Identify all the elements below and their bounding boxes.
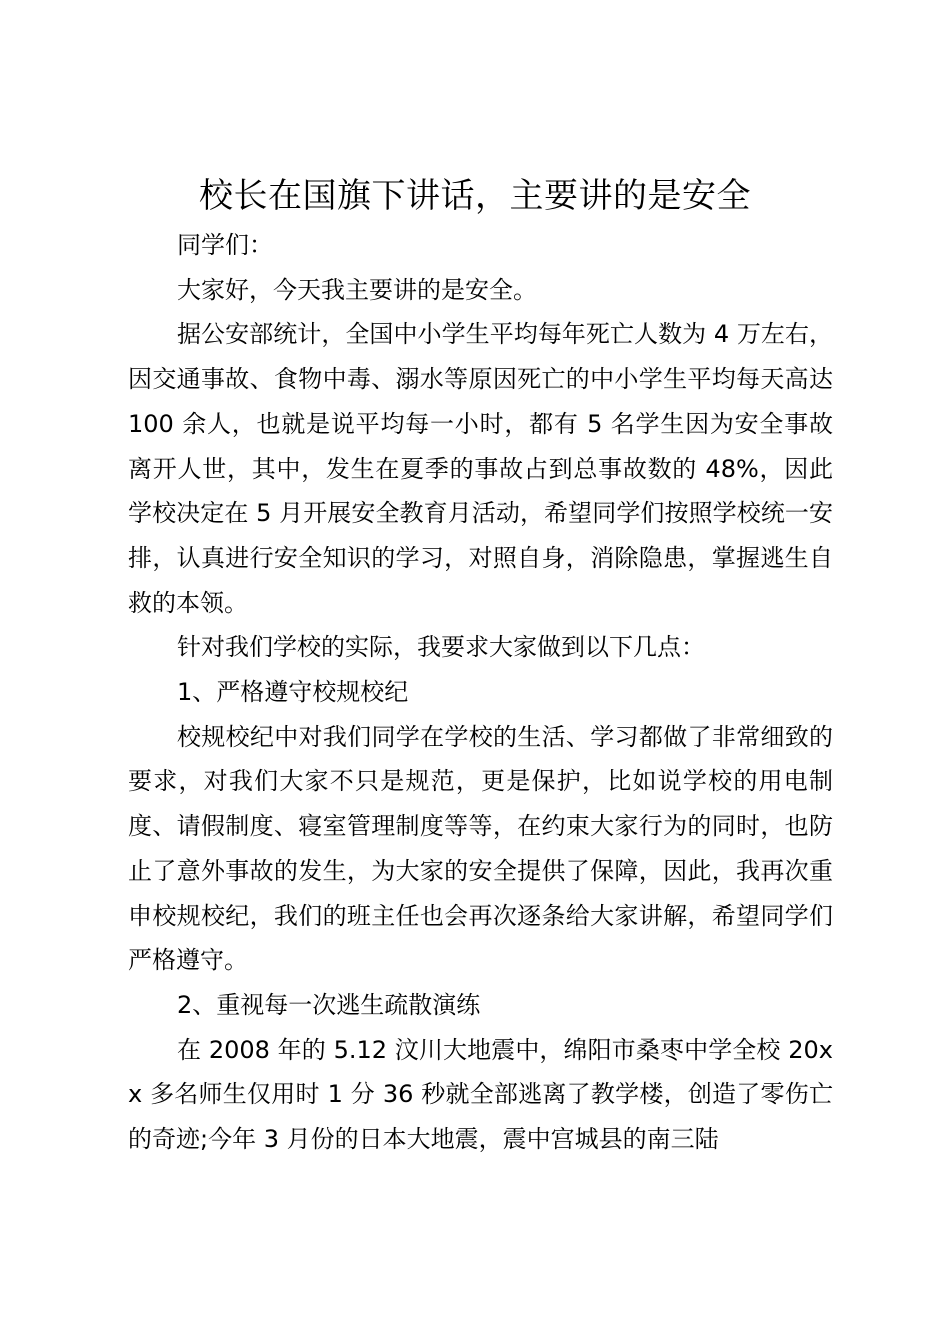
requirements-intro: 针对我们学校的实际，我要求大家做到以下几点： <box>177 633 705 662</box>
section-heading-1: 1、严格遵守校规校纪 <box>177 678 409 707</box>
document-title: 校长在国旗下讲话，主要讲的是安全 <box>199 176 751 216</box>
section-heading-2: 2、重视每一次逃生疏散演练 <box>177 990 481 1019</box>
section-2-paragraph: 在 2008 年的 5.12 汶川大地震中，绵阳市桑枣中学全校 20xx 多名师生仅用时 1 分 36 秒就全部逃离了教学楼，创造了零伤亡的奇迹;今年 3 月份的日本大地震，震中宫城县的南三陆 <box>128 1035 833 1154</box>
greeting-paragraph: 大家好，今天我主要讲的是安全。 <box>177 275 537 304</box>
section-1-paragraph: 校规校纪中对我们同学在学校的生活、学习都做了非常细致的要求，对我们大家不只是规范，更是保护，比如说学校的用电制度、请假制度、寝室管理制度等等，在约束大家行为的同时，也防止了意外事故的发生，为大家的安全提供了保障，因此，我再次重申校规校纪，我们的班主任也会再次逐条给大家讲解，希望同学们严格遵守。 <box>128 722 833 975</box>
statistics-paragraph: 据公安部统计，全国中小学生平均每年死亡人数为 4 万左右，因交通事故、食物中毒、溺水等原因死亡的中小学生平均每天高达 100 余人，也就是说平均每一小时，都有 5 名学生因为安全事故离开人世，其中，发生在夏季的事故占到总事故数的 48%，因此学校决定在 5 月开展安全教育月活动，希望同学们按照学校统一安排，认真进行安全知识的学习，对照自身，消除隐患，掌握逃生自救的本领。 <box>128 320 833 617</box>
document-body <box>128 223 833 1162</box>
salutation: 同学们： <box>177 231 273 259</box>
